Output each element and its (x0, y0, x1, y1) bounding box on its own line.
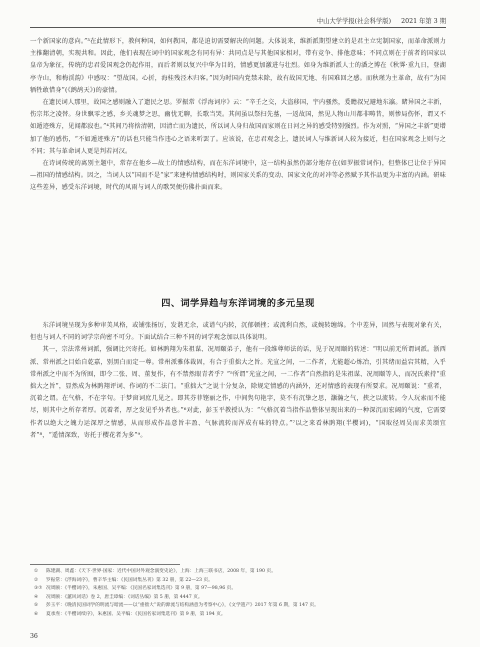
footnote-number: ⑤ (34, 603, 39, 609)
paragraph: 其一，宗法常州词派，强调比兴寄托。如林鹍翔为朱祖谋、况周颐弟子，他有一段维尊师法的话，见于况周颐的转述：“明以前无所谓词派。浙西派、常州派之目始自乾嘉，别黑白而定一尊。常州派雅体裁固，有合于重拙大之旨。光宣之间，一二作者，尤能超心炼冶，引其绪而益宕其精，入乎常州派之中而不为所囿，即令二张、周、董复作，有不禁然眼青者乎？”⁵所谓“光宣之间，一二作者”自然指的是朱祖谋、况周颐等人，而况氏素持“重拙大之旨”，显然成为林鹍翔评词、作词的不二法门。“重拙大”之说十分复杂，除规定情感的内涵外，还对情感的表现有所要求。况周颐说：“重者，沉着之谓。在气格，不在字句。于梦窗词庶几见之。即其芬菲铿丽之作，中间隽句艳字，莫不有沉挚之思，灏瀚之气，挟之以流转。令人玩索而不能尽，则其中之所存者厚。沉着者，厚之发见乎外者也。”⁶对此，彭玉平教授认为：“气格沉着当指作品整体呈现出来的一种深沉而宏阔的气度，它需要作者以绝大之魄力运深厚之情感，从而形成作品意旨丰盈、气脉流转而浑成有味的特点。”⁷以之来看林鹍翔(半樱词)，“国取径周吴而求美颂宜者”⁸，“遥情深致，寄托于樱花者为多”⁹。 (30, 346, 446, 439)
footnote (34, 611, 446, 620)
footnote-number: ② (34, 577, 39, 583)
page-number: 36 (30, 633, 38, 640)
footnote-number: ① (34, 569, 39, 574)
paragraph: 东洋词境呈现为多种审美风格，或铺张扬厉，发谐无余，或谱气内转，沉郁顿挫；或流利自然，或婉转缠绵。个中差异，固然与表现对象有关，但也与词人不同的词学宗尚密不可分。下面试结合三种不同的词学观念加以具体说明。 (30, 322, 446, 342)
footnote-rule (30, 564, 180, 565)
footnote-text: 况周颐：《蕙风词话》卷 2，唐圭璋编：《词话丛编》第 5 册，第 4447 页。 (46, 594, 203, 600)
footnote-number: ⑥ (34, 611, 39, 617)
footnote-number: ③⑦ (34, 586, 43, 592)
body-text-bottom (30, 320, 446, 442)
footnote (34, 568, 446, 577)
footnote-text: 彭玉平：《晚清民国词学的明流与暗流——以“重拙大”说的源流与结构涵意为考察中心》，《文学遗产》2017 年第 6 期，第 147 页。 (46, 603, 319, 609)
journal-name: 中山大学学报(社会科学版) (316, 18, 392, 25)
footnote (34, 577, 446, 586)
paragraph: 在遗民词人那里，故国之感则融入了遗民之思。罗振常《浮海词序》云：“辛壬之交，大盗移国，宇内骚然，爰瞻叔兄避地东瀛。睹异国之丰新，伤宗邦之凌替。身世飘零之感，乡关魂梦之思，幽忧无聊，长歌当哭。其间虽以祭扫先墓，一返故国，然见人物山川都非畴昔，则惨局伤怀，谓又不如遁迹殊方，见闻都寂也。”⁴其间乃将捨清朝，因清亡而为遗民，所以词人身归故国而家则在日河之异的感受特别强烈。作为对照，“异国之丰新”更增加了他的感伤，“不如遁迹殊方”的话也只能当作违心之语来听罢了。应该说，在忠君观念上，遗民词人与维新词人较为接近，但在国家观念上则与之不同；其与革命词人更是判若河汉。 (30, 99, 446, 155)
footnote-number: ④ (34, 594, 39, 600)
footnote-text: 夏承焘：《半樱词续序》，朱惠国、吴平编：《民国名家词集选刊》第 9 册，第 194 页。 (46, 611, 226, 617)
header-rule (30, 27, 446, 28)
footnote-text: 罗振常：《浮海词序》，曹辛华主编：《民国词集丛刊》第 32 册，第 22—23 页。 (46, 577, 213, 583)
footnotes (34, 568, 446, 620)
paragraph: 一个新国家的意向。”³在此情形下，教何种国，如何教国，都是迫切需要解决的问题。大体说来，维新派期望建立的是君主立宪制国家，而革命派则力主推翻清朝，实现共和。因此，他们表现在词中的国家观念有同有异：共同点是与其他国家相对，带有竞争、排他意味；不同点则在于前者的国家以皇帝为象征，传统的忠君爱国观念仍起作用，而后者则以复兴中华为目的，情感更加激进与壮烈。如身为维新派人士的潘之博在《秋霁·重九日，登湖亭寺山，和梅渓韵》中感叹：“望故国。心折，海桂残泾木归客。”因为时国内党禁未除，故有故国无地、有国难回之感。而秋瑾为主革命，故有“为国牺牲敢惜身”(《鹧鸪天》)的豪情。 (30, 38, 446, 94)
footnote-text: 陈建湖、周鑫：《天下·世界·国家：近代中国对外观念演变史论》，上海：上海三联书店，2008 年，第 190 页。 (46, 569, 276, 574)
footnote-text: 况周颐：《半樱词序》，朱惠国、吴平编：《民国名家词集选刊》第 9 册，第 97—98,96 页。 (46, 586, 237, 592)
footnote (34, 594, 446, 603)
footnote (34, 602, 446, 611)
issue-label: 2021 年第 3 期 (401, 18, 446, 25)
footnote (34, 585, 446, 594)
body-text-top (30, 36, 446, 195)
paragraph: 在诗词传统的离别主题中，常存在他乡—故土的情感结构，而在东洋词境中，这一结构虽然仍部分地存在(如罗振常词作)，但整体已让位于异国—祖国的情感结构。因之，当词人以“国而不是“家”来建构情感结构时，则国家关系的变动、国家文化的对冲等必然赋予其作品更为丰富的内涵。研味这些差异，感受东洋词境，时代的风雨与词人的歌哭便仿佛扑面而来。 (30, 160, 446, 192)
running-header (30, 16, 446, 25)
section-heading: 四、词学异趋与东洋词境的多元呈现 (161, 298, 315, 309)
